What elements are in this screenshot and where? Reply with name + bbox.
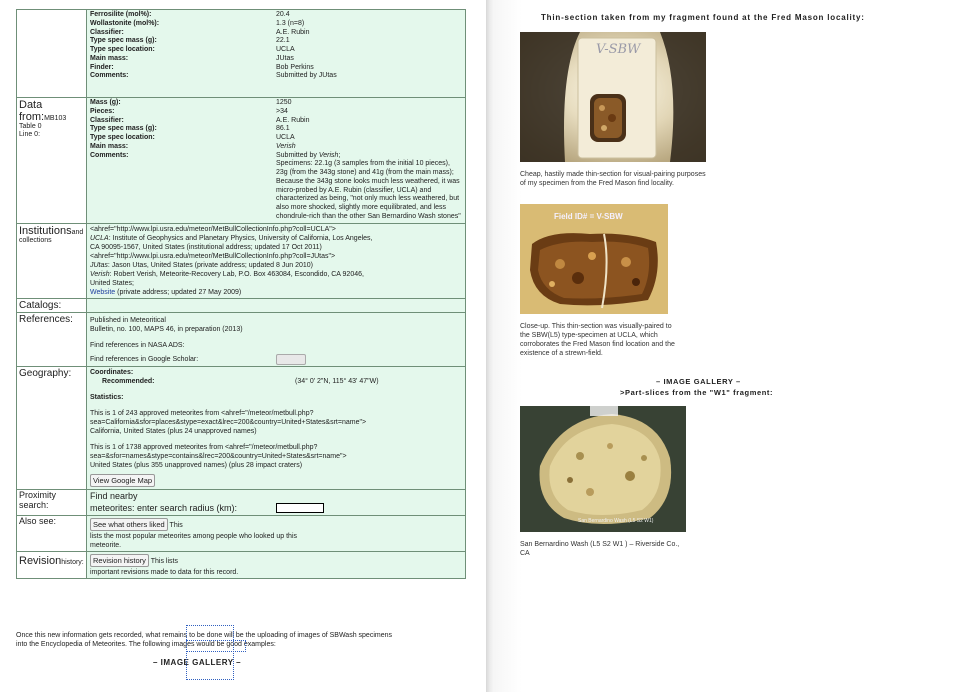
kv-key: Main mass: <box>90 54 129 62</box>
references-row <box>17 313 466 366</box>
kv-row <box>90 99 462 108</box>
right-page <box>494 0 968 692</box>
revision-row <box>17 552 466 579</box>
part-slice-caption: San Bernardino Wash (L5 S2 W1 ) – Riverside Co., CA <box>520 541 680 558</box>
kv-row <box>90 134 462 143</box>
selection-box[interactable] <box>186 625 234 680</box>
kv-key: Type spec mass (g): <box>90 125 157 133</box>
references-values: Published in Meteoritical Bulletin, no. 100, MAPS 46, in preparation (2013) Find references in NASA ADS: Find references in Google Scholar: <box>87 313 466 366</box>
catalogs-label: Catalogs: <box>17 299 87 313</box>
image-gallery-heading: – IMAGE GALLERY – <box>153 658 242 667</box>
coordinates-value: (34° 0' 2"N, 115° 43' 47"W) <box>295 377 379 385</box>
kv-value: Submitted by JUtas <box>276 72 337 80</box>
kv-value: Verish <box>276 142 296 150</box>
kv-key: Type spec location: <box>90 46 155 53</box>
catalogs-row <box>17 299 466 313</box>
proximity-label: Proximity search: <box>17 490 87 516</box>
institutions-row <box>17 223 466 299</box>
thin-section-label: V-SBW <box>596 42 641 57</box>
kv-value: JUtas <box>276 54 294 62</box>
closeup-caption: Close-up. This thin-section was visually-paired to the SBW(L5) type-specimen at UCLA, which corroborates the Fred Mason find location and the existence of a strewn-field. <box>520 323 675 358</box>
revision-label: Revisionhistory: <box>17 552 87 579</box>
part-slices-heading: >Part-slices from the "W1" fragment: <box>620 388 774 397</box>
part-slice-label: San Bernardino Wash (L5 S2 W1) <box>578 518 654 524</box>
kv-row <box>90 20 462 29</box>
kv-row <box>90 117 462 126</box>
kv-value: Bob Perkins <box>276 63 314 71</box>
kv-value: UCLA <box>276 134 295 141</box>
data-from-row <box>17 98 466 224</box>
kv-value: UCLA <box>276 46 295 53</box>
also-see-row <box>17 515 466 551</box>
website-link[interactable]: Website <box>90 289 116 297</box>
kv-value: 20.4 <box>276 11 290 18</box>
kv-value: 22.1 <box>276 37 290 45</box>
thin-section-closeup-photo <box>520 204 668 314</box>
kv-value: 86.1 <box>276 125 290 133</box>
also-see-values: See what others liked This lists the most popular meteorites among people who looked up this meteorite. <box>87 515 466 551</box>
kv-key: Type spec mass (g): <box>90 37 157 45</box>
nasa-ads-link[interactable]: Find references in NASA ADS: <box>90 342 185 350</box>
kv-key: Wollastonite (mol%): <box>90 19 160 27</box>
thin-section-title: Thin-section taken from my fragment found at the Fred Mason locality: <box>541 13 865 22</box>
page-gutter <box>486 0 494 692</box>
kv-key: Main mass: <box>90 142 129 150</box>
kv-key: Finder: <box>90 63 114 71</box>
google-scholar-link[interactable]: Find references in Google Scholar: <box>90 355 199 363</box>
selection-box-inner <box>186 640 246 652</box>
kv-key: Mass (g): <box>90 99 121 106</box>
kv-key: Classifier: <box>90 28 124 36</box>
institutions-label: Institutionsand collections <box>17 223 87 299</box>
scholar-button[interactable] <box>276 354 306 365</box>
proximity-values: Find nearby meteorites: enter search radius (km): <box>87 490 466 516</box>
search-radius-input[interactable] <box>276 503 324 513</box>
kv-row <box>90 37 462 46</box>
comments-row: Comments: Submitted by Verish; Specimens: 22.1g (3 samples from the initial 10 pieces), 23g (from the 343g stone) and 41g (from the main mass); Because the 343g stone looks much less weathered, it was micro-probed by A.E. Rubin (classifier, UCLA) and characterized as being, "not only much less weathered, but also more shocked, slightly more equilibrated, and less chondrule-rich than the other San Bernardino Wash stones" <box>90 151 461 220</box>
kv-row <box>90 46 462 55</box>
thin-section-photo <box>520 32 706 162</box>
also-see-label: Also see: <box>17 515 87 551</box>
field-id-label: Field ID# = V-SBW <box>554 212 623 221</box>
jutas-link[interactable]: JUtas <box>90 261 108 269</box>
view-google-map-button[interactable]: View Google Map <box>90 474 155 487</box>
kv-key: Comments: <box>90 72 129 80</box>
references-label: References: <box>17 313 87 366</box>
kv-value: 1.3 (n=8) <box>276 19 305 27</box>
thin-section-caption: Cheap, hastily made thin-section for visual-pairing purposes of my specimen from the Fred Mason find locality. <box>520 171 706 188</box>
upload-paragraph: Once this new information gets recorded, what remains to be done will be the uploading of images of SBWash specimens into the Encyclopedia of Meteorites. The following images would be good examples: <box>16 632 392 649</box>
kv-row <box>90 72 462 81</box>
geography-values: Coordinates: Recommended: (34° 0' 2"N, 115° 43' 47"W) Statistics: This is 1 of 243 approved meteorites from <ahref="/meteor/metbull.php?sea=California&sfor=places&stype=exact&lrec=200&country=United+States&srt=name"> California, United States (plus 24 unapproved names) This is 1 of 1738 approved meteorites from <ahref="/meteor/metbull.php?sea=&sfor=names&stype=contains&lrec=200&country=United+States&srt=name"> United States (plus 355 unapproved names) (plus 28 impact craters) View Google Map <box>87 366 466 490</box>
part-slice-photo <box>520 406 686 532</box>
kv-row <box>90 125 462 134</box>
verish-link[interactable]: Verish <box>90 270 110 278</box>
kv-key: Type spec location: <box>90 134 155 141</box>
meteorite-data-table <box>16 9 466 579</box>
kv-row <box>90 64 462 73</box>
geography-label: Geography: <box>17 366 87 490</box>
kv-row <box>90 108 462 117</box>
kv-row <box>90 143 462 152</box>
classification-values <box>87 10 466 98</box>
kv-value: 1250 <box>276 99 292 106</box>
data-from-values <box>87 98 466 224</box>
ucla-link[interactable]: UCLA <box>90 234 109 242</box>
kv-row <box>90 29 462 38</box>
classification-row <box>17 10 466 98</box>
data-from-label: Data from:MB103 Table 0 Line 0: <box>17 98 87 224</box>
kv-row <box>90 11 462 20</box>
kv-value: A.E. Rubin <box>276 28 310 36</box>
see-what-others-liked-button[interactable]: See what others liked <box>90 518 168 531</box>
kv-key: Pieces: <box>90 107 115 115</box>
kv-key: Classifier: <box>90 116 124 124</box>
geography-row <box>17 366 466 490</box>
kv-key: Ferrosilite (mol%): <box>90 11 152 18</box>
kv-value: A.E. Rubin <box>276 116 310 124</box>
comments-body: Specimens: 22.1g (3 samples from the initial 10 pieces), 23g (from the 343g stone) and 41g (from the main mass); Because the 343g stone looks much less weathered, it was micro-probed by A.E. Rubin (classifier, UCLA) and characterized as being, "not only much less weathered, but also more shocked, slightly more equilibrated, and less chondrule-rich than the other San Bernardino Wash stones" <box>276 160 461 220</box>
right-gallery-heading: – IMAGE GALLERY – <box>656 377 741 386</box>
institutions-values: <ahref="http://www.lpi.usra.edu/meteor/MetBullCollectionInfo.php?coll=UCLA"> UCLA: Institute of Geophysics and Planetary Physics, University of California, Los Angeles, CA 90095-1567, United States (institutional address; updated 17 Oct 2011)<ahref="http://www.lpi.usra.edu/meteor/MetBullCollectionInfo.php?coll=JUtas"> JUtas: Jason Utas, United States (private address; updated 8 Jun 2010) Verish: Robert Verish, Meteorite-Recovery Lab, P.O. Box 463084, Escondido, CA 92046, United States; Website (private address; updated 27 May 2009) <box>87 223 466 299</box>
california-link[interactable]: California, United States (plus 24 unapproved names) <box>90 428 257 435</box>
revision-history-button[interactable]: Revision history <box>90 554 149 567</box>
revision-values: Revision history This lists important revisions made to data for this record. <box>87 552 466 579</box>
kv-value: >34 <box>276 107 288 115</box>
kv-row <box>90 55 462 64</box>
proximity-row <box>17 490 466 516</box>
united-states-link[interactable]: United States (plus 355 unapproved names) (plus 28 impact craters) <box>90 462 303 470</box>
